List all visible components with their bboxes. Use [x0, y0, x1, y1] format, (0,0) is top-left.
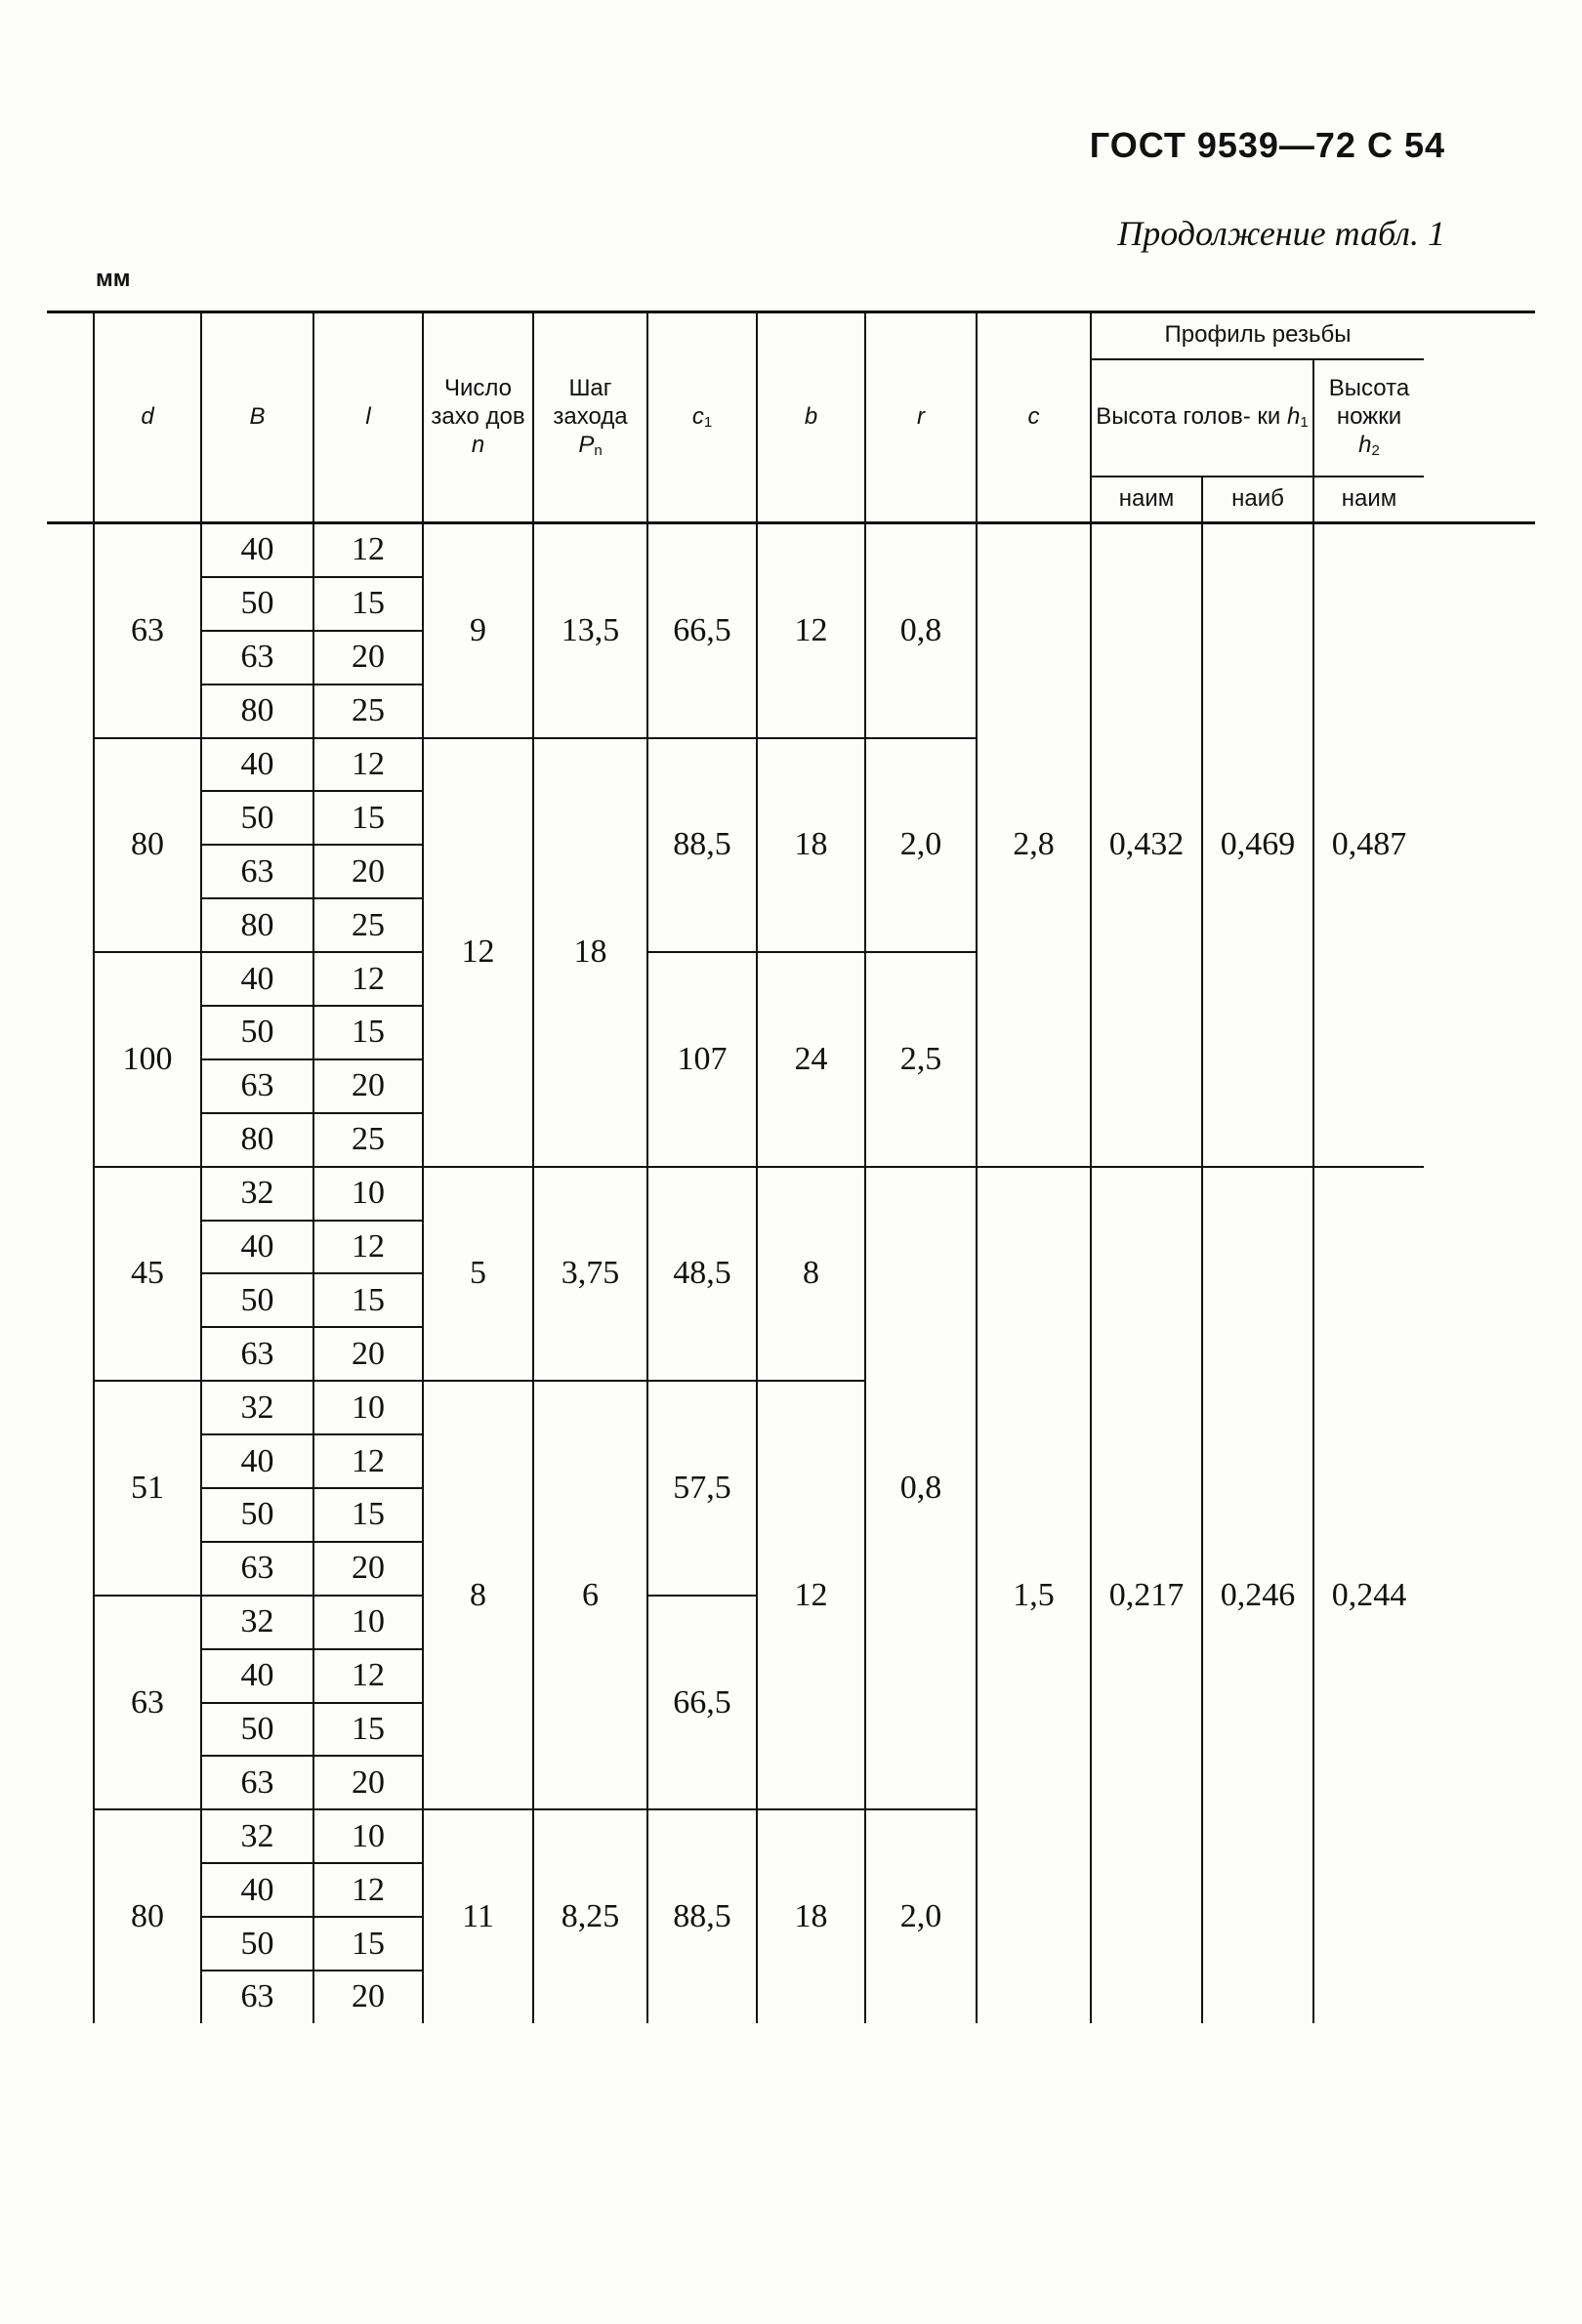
cell-c: 1,5	[977, 1167, 1091, 2023]
col-header-h2-min: наим	[1313, 477, 1424, 523]
col-header-h1-max: наиб	[1202, 477, 1313, 523]
cell-l: 20	[313, 845, 423, 898]
cell-B: 50	[201, 1006, 313, 1059]
lead-symbol: P	[578, 431, 595, 458]
cell-B: 32	[201, 1596, 313, 1649]
cell-B: 50	[201, 791, 313, 845]
cell-l: 12	[313, 1649, 423, 1703]
cell-l: 12	[313, 952, 423, 1006]
dedendum-height-symbol: h	[1358, 431, 1372, 458]
cell-h1-min: 0,217	[1091, 1167, 1202, 2023]
cell-pn: 13,5	[533, 523, 647, 738]
cell-l: 25	[313, 1113, 423, 1167]
cell-B: 40	[201, 738, 313, 792]
cell-h2-min: 0,487	[1313, 523, 1424, 1167]
col-header-thread-count	[423, 312, 533, 523]
col-header-thread-profile: Профиль резьбы	[1091, 312, 1424, 359]
table-edge	[1424, 523, 1535, 2023]
col-header-lead	[533, 312, 647, 523]
cell-d: 100	[94, 952, 201, 1167]
cell-n: 11	[423, 1809, 533, 2023]
cell-l: 20	[313, 1542, 423, 1596]
cell-B: 63	[201, 1971, 313, 2023]
cell-l: 20	[313, 1059, 423, 1113]
cell-c1: 88,5	[647, 1809, 757, 2023]
cell-B: 63	[201, 1542, 313, 1596]
cell-h1-max: 0,246	[1202, 1167, 1313, 2023]
cell-l: 12	[313, 1221, 423, 1274]
document-number: ГОСТ 9539—72 С 54	[1089, 125, 1445, 165]
cell-n: 8	[423, 1381, 533, 1809]
cell-n: 12	[423, 738, 533, 1167]
dedendum-height-subscript: 2	[1371, 441, 1380, 459]
cell-B: 50	[201, 577, 313, 631]
cell-B: 32	[201, 1167, 313, 1221]
addendum-height-subscript: 1	[1300, 414, 1309, 431]
thread-dimensions-table	[47, 311, 1535, 2023]
cell-n: 5	[423, 1167, 533, 1382]
col-header-d: d	[94, 312, 201, 523]
cell-B: 63	[201, 845, 313, 898]
cell-B: 63	[201, 1327, 313, 1381]
cell-l: 12	[313, 523, 423, 577]
cell-n: 9	[423, 523, 533, 738]
cell-pn: 6	[533, 1381, 647, 1809]
cell-h1-max: 0,469	[1202, 523, 1313, 1167]
cell-B: 40	[201, 952, 313, 1006]
addendum-height-label: Высота голов- ки	[1096, 403, 1281, 430]
cell-l: 15	[313, 1703, 423, 1757]
col-header-dedendum-height	[1313, 359, 1424, 477]
cell-l: 15	[313, 1917, 423, 1971]
table-continuation-caption: Продолжение табл. 1	[1117, 214, 1445, 253]
cell-c: 2,8	[977, 523, 1091, 1167]
cell-l: 12	[313, 1434, 423, 1488]
cell-B: 40	[201, 1434, 313, 1488]
cell-c1: 48,5	[647, 1167, 757, 1382]
col-header-c: c	[977, 312, 1091, 523]
cell-d: 45	[94, 1167, 201, 1382]
cell-h1-min: 0,432	[1091, 523, 1202, 1167]
c1-symbol: c	[691, 403, 704, 430]
cell-d: 80	[94, 738, 201, 953]
cell-l: 25	[313, 898, 423, 952]
lead-symbol-subscript: n	[594, 441, 603, 459]
cell-h2-min: 0,244	[1313, 1167, 1424, 2023]
col-header-r: r	[865, 312, 977, 523]
cell-d: 51	[94, 1381, 201, 1596]
col-header-l: l	[313, 312, 423, 523]
cell-b: 8	[757, 1167, 865, 1382]
cell-B: 32	[201, 1809, 313, 1863]
cell-B: 40	[201, 1863, 313, 1917]
cell-c1: 57,5	[647, 1381, 757, 1596]
cell-l: 15	[313, 1006, 423, 1059]
cell-l: 20	[313, 631, 423, 685]
cell-B: 80	[201, 1113, 313, 1167]
cell-pn: 8,25	[533, 1809, 647, 2023]
cell-B: 63	[201, 1059, 313, 1113]
cell-l: 20	[313, 1756, 423, 1809]
cell-l: 12	[313, 1863, 423, 1917]
cell-l: 12	[313, 738, 423, 792]
cell-b: 12	[757, 1381, 865, 1809]
cell-c1: 66,5	[647, 1596, 757, 1810]
cell-B: 50	[201, 1917, 313, 1971]
cell-l: 10	[313, 1809, 423, 1863]
cell-B: 40	[201, 1649, 313, 1703]
cell-l: 15	[313, 1273, 423, 1327]
cell-B: 32	[201, 1381, 313, 1434]
col-header-B: B	[201, 312, 313, 523]
col-header-c1	[647, 312, 757, 523]
cell-d: 63	[94, 1596, 201, 1810]
cell-l: 10	[313, 1381, 423, 1434]
cell-B: 50	[201, 1273, 313, 1327]
col-header-b: b	[757, 312, 865, 523]
cell-r: 2,0	[865, 1809, 977, 2023]
cell-pn: 18	[533, 738, 647, 1167]
cell-c1: 88,5	[647, 738, 757, 953]
cell-l: 15	[313, 1488, 423, 1542]
cell-B: 50	[201, 1703, 313, 1757]
cell-B: 63	[201, 1756, 313, 1809]
cell-r: 0,8	[865, 1167, 977, 1810]
cell-B: 40	[201, 1221, 313, 1274]
cell-r: 2,5	[865, 952, 977, 1167]
lead-label: Шаг захода	[553, 375, 628, 430]
cell-r: 2,0	[865, 738, 977, 953]
cell-l: 10	[313, 1596, 423, 1649]
cell-l: 20	[313, 1327, 423, 1381]
cell-b: 24	[757, 952, 865, 1167]
cell-B: 63	[201, 631, 313, 685]
col-header-h1-min: наим	[1091, 477, 1202, 523]
cell-d: 80	[94, 1809, 201, 2023]
cell-c1: 107	[647, 952, 757, 1167]
col-header-addendum-height	[1091, 359, 1313, 477]
cell-c1: 66,5	[647, 523, 757, 738]
thread-count-label: Число захо дов	[431, 375, 525, 431]
addendum-height-symbol: h	[1287, 403, 1301, 430]
cell-r: 0,8	[865, 523, 977, 738]
table-edge	[47, 312, 94, 523]
cell-b: 12	[757, 523, 865, 738]
cell-B: 80	[201, 685, 313, 738]
cell-l: 10	[313, 1167, 423, 1221]
cell-l: 15	[313, 791, 423, 845]
cell-b: 18	[757, 738, 865, 953]
cell-pn: 3,75	[533, 1167, 647, 1382]
cell-l: 20	[313, 1971, 423, 2023]
cell-B: 50	[201, 1488, 313, 1542]
dedendum-height-label: Высота ножки	[1328, 375, 1410, 430]
cell-l: 25	[313, 685, 423, 738]
cell-l: 15	[313, 577, 423, 631]
table-edge	[1424, 312, 1535, 523]
thread-count-symbol: n	[471, 431, 485, 458]
c1-subscript: 1	[703, 414, 713, 431]
table-edge	[47, 523, 94, 2023]
cell-B: 80	[201, 898, 313, 952]
cell-d: 63	[94, 523, 201, 738]
units-label: мм	[96, 266, 131, 292]
cell-b: 18	[757, 1809, 865, 2023]
cell-B: 40	[201, 523, 313, 577]
